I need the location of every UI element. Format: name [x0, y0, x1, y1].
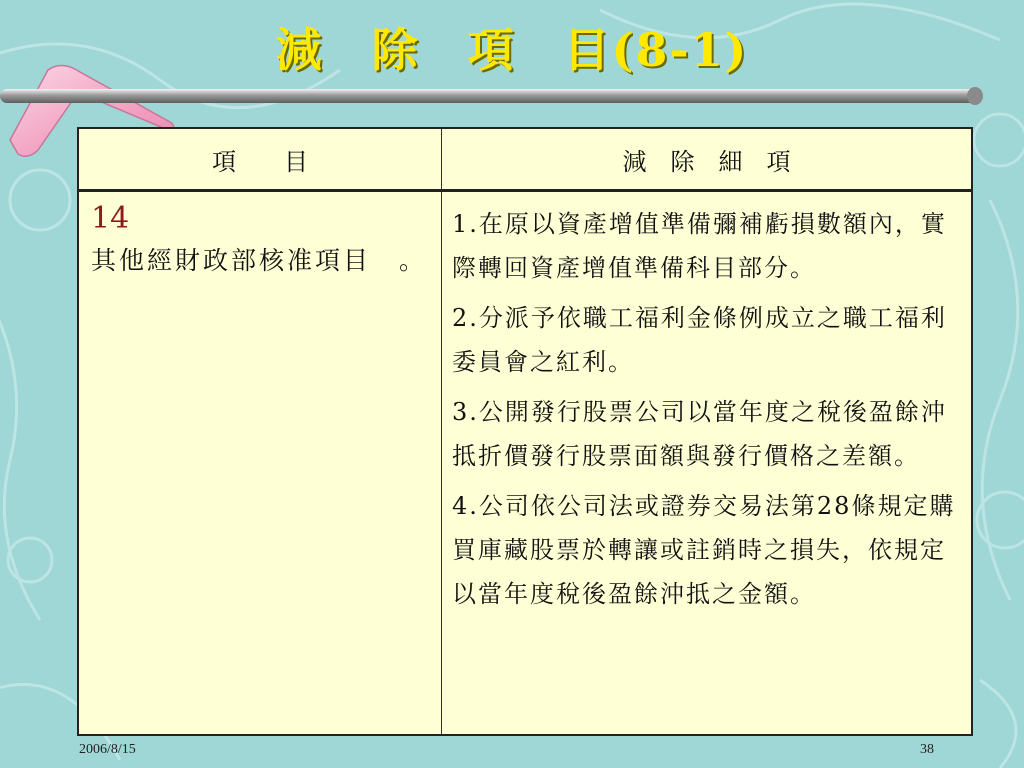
detail-number: 1. [452, 210, 479, 238]
details-cell [442, 191, 973, 736]
detail-item [452, 202, 963, 290]
detail-number: 4. [452, 492, 479, 520]
page-number: 38 [920, 742, 934, 757]
header-deduction-detail: 減 除 細 項 [442, 128, 973, 191]
item-cell [78, 191, 442, 736]
detail-number: 3. [452, 398, 479, 426]
item-name: 其他經財政部核准項目 。 [91, 246, 428, 275]
footer-date: 2006/8/15 [79, 742, 136, 757]
detail-text: 公開發行股票公司以當年度之稅後盈餘沖抵折價發行股票面額與發行價格之差額。 [452, 398, 947, 470]
table-row [78, 191, 972, 736]
slide-title: 減 除 項 目(8-1) [275, 23, 749, 77]
detail-text: 在原以資產增值準備彌補虧損數額內，實際轉回資產增值準備科目部分。 [452, 210, 947, 282]
deduction-table [77, 127, 973, 736]
detail-item [452, 484, 963, 616]
detail-text: 分派予依職工福利金條例成立之職工福利委員會之紅利。 [452, 304, 947, 376]
item-number: 14 [91, 201, 130, 236]
detail-item [452, 390, 963, 478]
table-header-row [78, 128, 972, 191]
detail-item [452, 296, 963, 384]
detail-text: 公司依公司法或證券交易法第28條規定購買庫藏股票於轉讓或註銷時之損失，依規定以當年度稅後盈餘沖抵之金額。 [452, 492, 956, 608]
header-item: 項 目 [78, 128, 442, 191]
detail-number: 2. [452, 304, 479, 332]
